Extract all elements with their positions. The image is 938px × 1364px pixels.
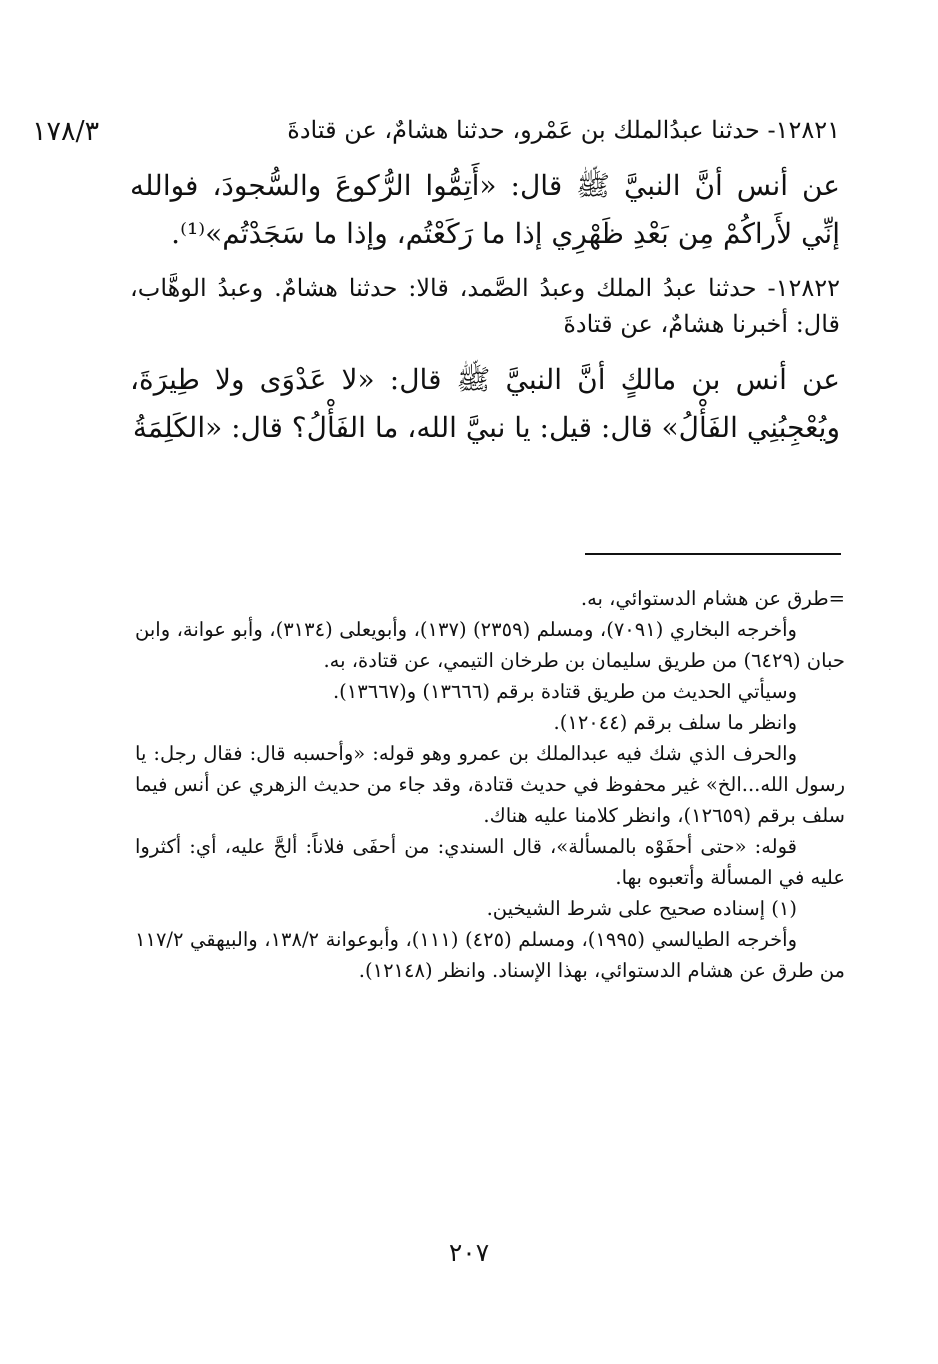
footnotes	[135, 583, 845, 986]
footnote-paragraph: وسيأتي الحديث من طريق قتادة برقم (١٣٦٦٦) و(١٣٦٦٧).	[332, 680, 797, 703]
footnote-divider	[585, 553, 841, 555]
footnote-1-heading: (١) إسناده صحيح على شرط الشيخين.	[486, 897, 797, 920]
volume-page-reference: ١٧٨/٣	[32, 116, 100, 147]
footnote-paragraph: قوله: «حتى أحفَوْه بالمسألة»، قال السندي: من أحفَى فلاناً: ألحَّ عليه، أي: أكثروا عليه في المسألة وأتعبوه بها.	[135, 835, 845, 889]
footnote-continuation: =طرق عن هشام الدستوائي، به.	[580, 587, 845, 610]
hadith-12821-matn: عن أنس أنَّ النبيَّ ﷺ قال: «أَتِمُّوا الرُّكوعَ والسُّجودَ، فوالله إنِّي لأَراكُمْ مِن بَعْدِ ظَهْرِي إذا ما رَكَعْتُم، وإذا ما سَجَدْتُم»⁽¹⁾.	[130, 169, 840, 250]
footnote-paragraph: وأخرجه الطيالسي (١٩٩٥)، ومسلم (٤٢٥) (١١١)، وأبوعوانة ١٣٨/٢، والبيهقي ١١٧/٢ من طرق عن هشام الدستوائي، بهذا الإسناد. وانظر (١٢١٤٨).	[135, 928, 845, 982]
hadith-12821-isnad: ١٢٨٢١- حدثنا عبدُالملك بن عَمْرو، حدثنا هشامٌ، عن قتادةَ	[287, 116, 840, 144]
footnote-paragraph: والحرف الذي شك فيه عبدالملك بن عمرو وهو قوله: «وأحسبه قال: فقال رجل: يا رسول الله...الخ» غير محفوظ في حديث قتادة، وقد جاء من حديث الزهري عن أنس فيما سلف برقم (١٢٦٥٩)، وانظر كلامنا عليه هناك.	[135, 742, 845, 827]
footnote-paragraph: وانظر ما سلف برقم (١٢٠٤٤).	[553, 711, 797, 734]
hadith-12822-isnad: ١٢٨٢٢- حدثنا عبدُ الملك وعبدُ الصَّمد، قالا: حدثنا هشامٌ. وعبدُ الوهَّاب، قال: أخبرنا هشامٌ، عن قتادةَ	[130, 274, 841, 338]
page-number: ٢٠٧	[448, 1238, 490, 1267]
hadith-12822-matn: عن أنس بن مالكٍ أنَّ النبيَّ ﷺ قال: «لا عَدْوَى ولا طِيرَةَ، ويُعْجِبُنِي الفَأْلُ» قال: قيل: يا نبيَّ الله، ما الفَأْلُ؟ قال: «الكَلِمَةُ	[130, 363, 840, 444]
main-text	[130, 112, 840, 452]
footnote-paragraph: وأخرجه البخاري (٧٠٩١)، ومسلم (٢٣٥٩) (١٣٧)، وأبويعلى (٣١٣٤)، وأبو عوانة، وابن حبان (٦٤٢٩) من طريق سليمان بن طرخان التيمي، عن قتادة، به.	[135, 618, 845, 672]
